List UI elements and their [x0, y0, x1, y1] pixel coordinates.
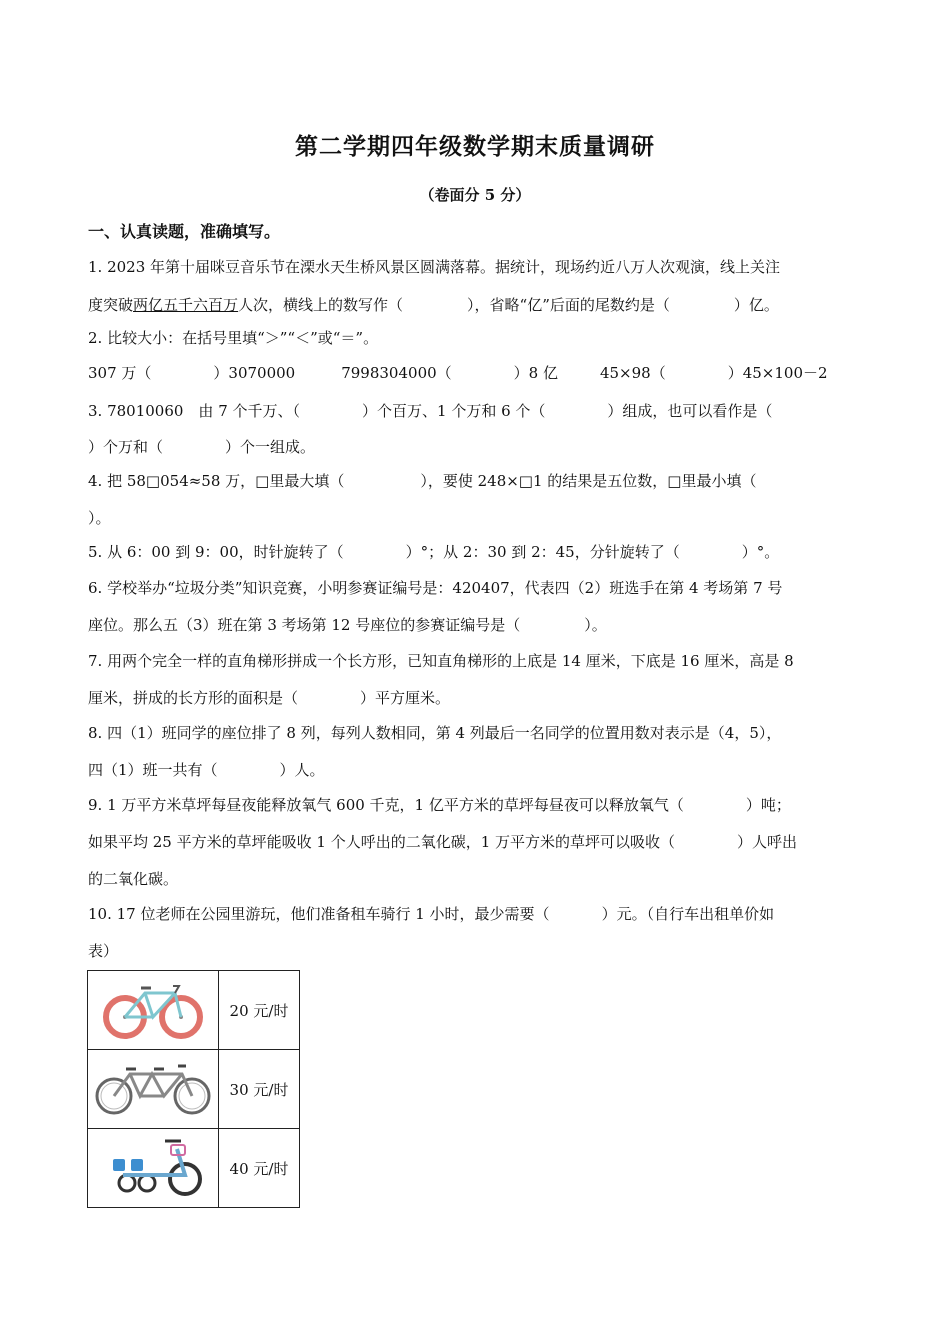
question-10-line-2: 表）	[88, 942, 119, 960]
q6-text-a: 座位。那么五（3）班在第 3 考场第 12 号座位的参赛证编号是（	[88, 616, 521, 634]
price-cell: 20 元/时	[219, 971, 300, 1050]
compare-a-right: ）3070000	[213, 364, 296, 382]
q10-text-b: ）元。（自行车出租单价如	[601, 905, 775, 923]
q3-text-a: 3. 78010060 由 7 个千万、（	[88, 402, 301, 420]
q1-underlined-text: 两亿五千六百万	[133, 296, 239, 314]
question-3-line-2	[88, 436, 315, 457]
price-cell: 40 元/时	[219, 1129, 300, 1208]
q9-text-b: ）吨；	[745, 796, 791, 814]
q9-text-a: 9. 1 万平方米草坪每昼夜能释放氧气 600 千克，1 亿平方米的草坪每昼夜可以释放氧气（	[88, 796, 684, 814]
compare-b-right: ）8 亿	[513, 364, 558, 382]
compare-a-left: 307 万（	[88, 364, 152, 382]
q4-text-b: ），要使 248×□1 的结果是五位数，□里最小填（	[420, 472, 757, 490]
q10-text-a: 10. 17 位老师在公园里游玩，他们准备租车骑行 1 小时，最少需要（	[88, 905, 550, 923]
q3-text-c: ）组成，也可以看作是（	[607, 402, 773, 420]
question-10-line-1	[88, 903, 774, 924]
q6-text-b: ）。	[584, 616, 607, 634]
q5-text-a: 5. 从 6：00 到 9：00，时针旋转了（	[88, 543, 344, 561]
question-8-line-1: 8. 四（1）班同学的座位排了 8 列，每列人数相同，第 4 列最后一名同学的位置用数对表示是（4，5），	[88, 724, 782, 742]
compare-b-left: 7998304000（	[341, 364, 452, 382]
q5-text-b: ）°；从 2：30 到 2：45，分针旋转了（	[405, 543, 680, 561]
q7-text-a: 厘米，拼成的长方形的面积是（	[88, 689, 299, 707]
compare-c-right: ）45×100－2	[727, 364, 828, 382]
bike-image-cell	[88, 1129, 219, 1208]
q4-text-a: 4. 把 58□054≈58 万，□里最大填（	[88, 472, 345, 490]
question-2-line-1: 2. 比较大小：在括号里填“＞”“＜”或“＝”。	[88, 329, 379, 347]
question-3-line-1	[88, 400, 772, 421]
question-9-line-3: 的二氧化碳。	[88, 870, 179, 888]
q3-text-e: ）个一组成。	[225, 438, 316, 456]
q1-text-a: 度突破	[88, 296, 134, 314]
question-9-line-2	[88, 831, 797, 852]
page-title: 第二学期四年级数学期末质量调研	[295, 133, 655, 160]
question-8-line-2	[88, 759, 325, 780]
question-6-line-2	[88, 614, 607, 635]
q3-text-b: ）个百万、1 个万和 6 个（	[362, 402, 546, 420]
question-7-line-2	[88, 687, 450, 708]
family-bicycle-icon	[101, 1135, 205, 1201]
question-9-line-1	[88, 794, 791, 815]
q1-text-d: ）亿。	[733, 296, 779, 314]
question-1-line-2	[88, 294, 779, 315]
question-5	[88, 541, 779, 562]
q1-text-b: 人次，横线上的数写作（	[238, 296, 404, 314]
bike-image-cell	[88, 971, 219, 1050]
q8-text-a: 四（1）班一共有（	[88, 761, 218, 779]
question-6-line-1: 6. 学校举办“垃圾分类”知识竞赛，小明参赛证编号是：420407，代表四（2）班选手在第 4 考场第 7 号	[88, 579, 783, 597]
price-cell: 30 元/时	[219, 1050, 300, 1129]
bike-image-cell	[88, 1050, 219, 1129]
question-4-line-1	[88, 470, 756, 491]
q9-text-d: ）人呼出	[737, 833, 798, 851]
table-row	[88, 971, 300, 1050]
question-7-line-1: 7. 用两个完全一样的直角梯形拼成一个长方形，已知直角梯形的上底是 14 厘米，下底是 16 厘米，高是 8	[88, 652, 794, 670]
q7-text-b: ）平方厘米。	[360, 689, 451, 707]
table-row	[88, 1050, 300, 1129]
page-subtitle: （卷面分 5 分）	[419, 186, 531, 204]
bike-rental-table	[87, 970, 300, 1208]
compare-c-left: 45×98（	[599, 364, 666, 382]
q5-text-c: ）°。	[741, 543, 780, 561]
table-row	[88, 1129, 300, 1208]
section-heading: 一、认真读题，准确填写。	[88, 222, 281, 241]
tandem-bicycle-icon	[94, 1058, 212, 1120]
question-4-line-2: ）。	[88, 509, 111, 527]
q1-text-c: ），省略“亿”后面的尾数约是（	[467, 296, 670, 314]
question-1-line-1: 1. 2023 年第十届咪豆音乐节在溧水天生桥风景区圆满落幕。据统计，现场约近八万人次观演，线上关注	[88, 258, 781, 276]
q8-text-b: ）人。	[279, 761, 325, 779]
question-2-line-2	[88, 362, 828, 383]
single-bicycle-icon	[101, 979, 205, 1041]
q3-text-d: ）个万和（	[88, 438, 164, 456]
q9-text-c: 如果平均 25 平方米的草坪能吸收 1 个人呼出的二氧化碳，1 万平方米的草坪可以吸收（	[88, 833, 676, 851]
